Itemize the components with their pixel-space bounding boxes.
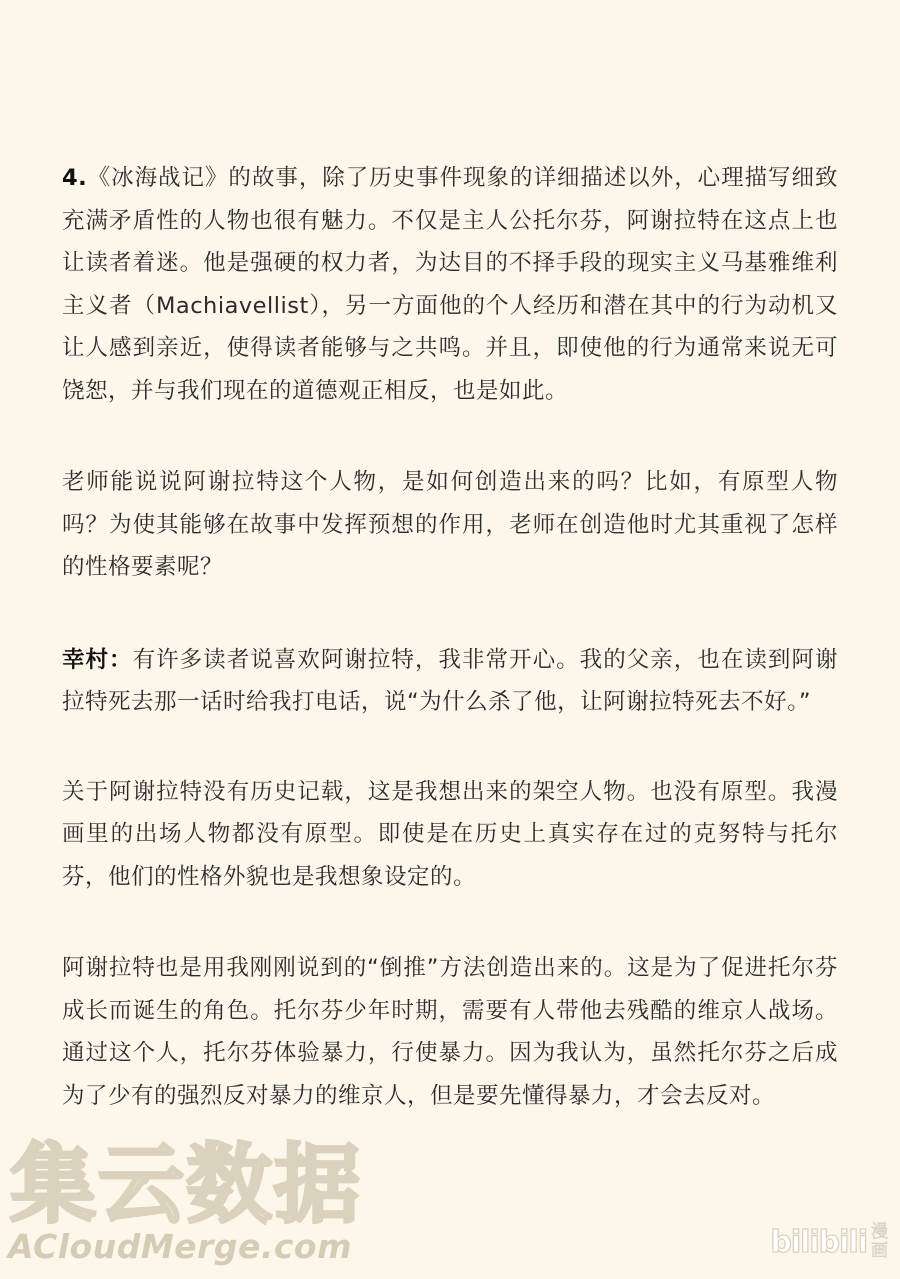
question-4-followup: 老师能说说阿谢拉特这个人物，是如何创造出来的吗？比如，有原型人物吗？为使其能够在故事中发挥预想的作用，老师在创造他时尤其重视了怎样的性格要素呢？ [62,469,838,580]
question-4-text: 《冰海战记》的故事，除了历史事件现象的详细描述以外，心理描写细致充满矛盾性的人物也很有魅力。不仅是主人公托尔芬，阿谢拉特在这点上也让读者着迷。他是强硬的权力者，为达目的不择手段的现实主义马基雅维利主义者（Machiavellist），另一方面他的个人经历和潜在其中的行为动机又让人感到亲近，使得读者能够与之共鸣。并且，即使他的行为通常来说无可饶恕，并与我们现在的道德观正相反，也是如此。 [62,165,838,404]
manga-label-bottom: 画 [871,1241,888,1261]
question-number: 4. [62,165,88,191]
answer-paragraph-1 [62,639,838,724]
question-4-paragraph [62,157,838,412]
answer-paragraph-2: 关于阿谢拉特没有历史记载，这是我想出来的架空人物。也没有原型。我漫画里的出场人物都没有原型。即使是在历史上真实存在过的克努特与托尔芬，他们的性格外貌也是我想象设定的。 [62,778,838,890]
watermark-english: ACloudMerge.com [8,1227,352,1266]
acloudmerge-watermark [8,1135,388,1268]
answer-speaker: 幸村： [62,646,133,673]
bilibili-logo-text: bilibili [770,1224,867,1260]
watermark-chinese: 集云数据 [10,1135,362,1235]
answer-1-text: 有许多读者说喜欢阿谢拉特，我非常开心。我的父亲，也在读到阿谢拉特死去那一话时给我打电话，说“为什么杀了他，让阿谢拉特死去不好。” [62,646,838,715]
bilibili-manga-logo [770,1218,888,1266]
manga-label [871,1223,888,1261]
manga-label-top: 漫 [871,1222,888,1242]
article-body [62,157,838,1117]
answer-paragraph-3: 阿谢拉特也是用我刚刚说到的“倒推”方法创造出来的。这是为了促进托尔芬成长而诞生的角色。托尔芬少年时期，需要有人带他去残酷的维京人战场。通过这个人，托尔芬体验暴力，行使暴力。因为我认为，虽然托尔芬之后成为了少有的强烈反对暴力的维京人，但是要先懂得暴力，才会去反对。 [62,955,838,1109]
